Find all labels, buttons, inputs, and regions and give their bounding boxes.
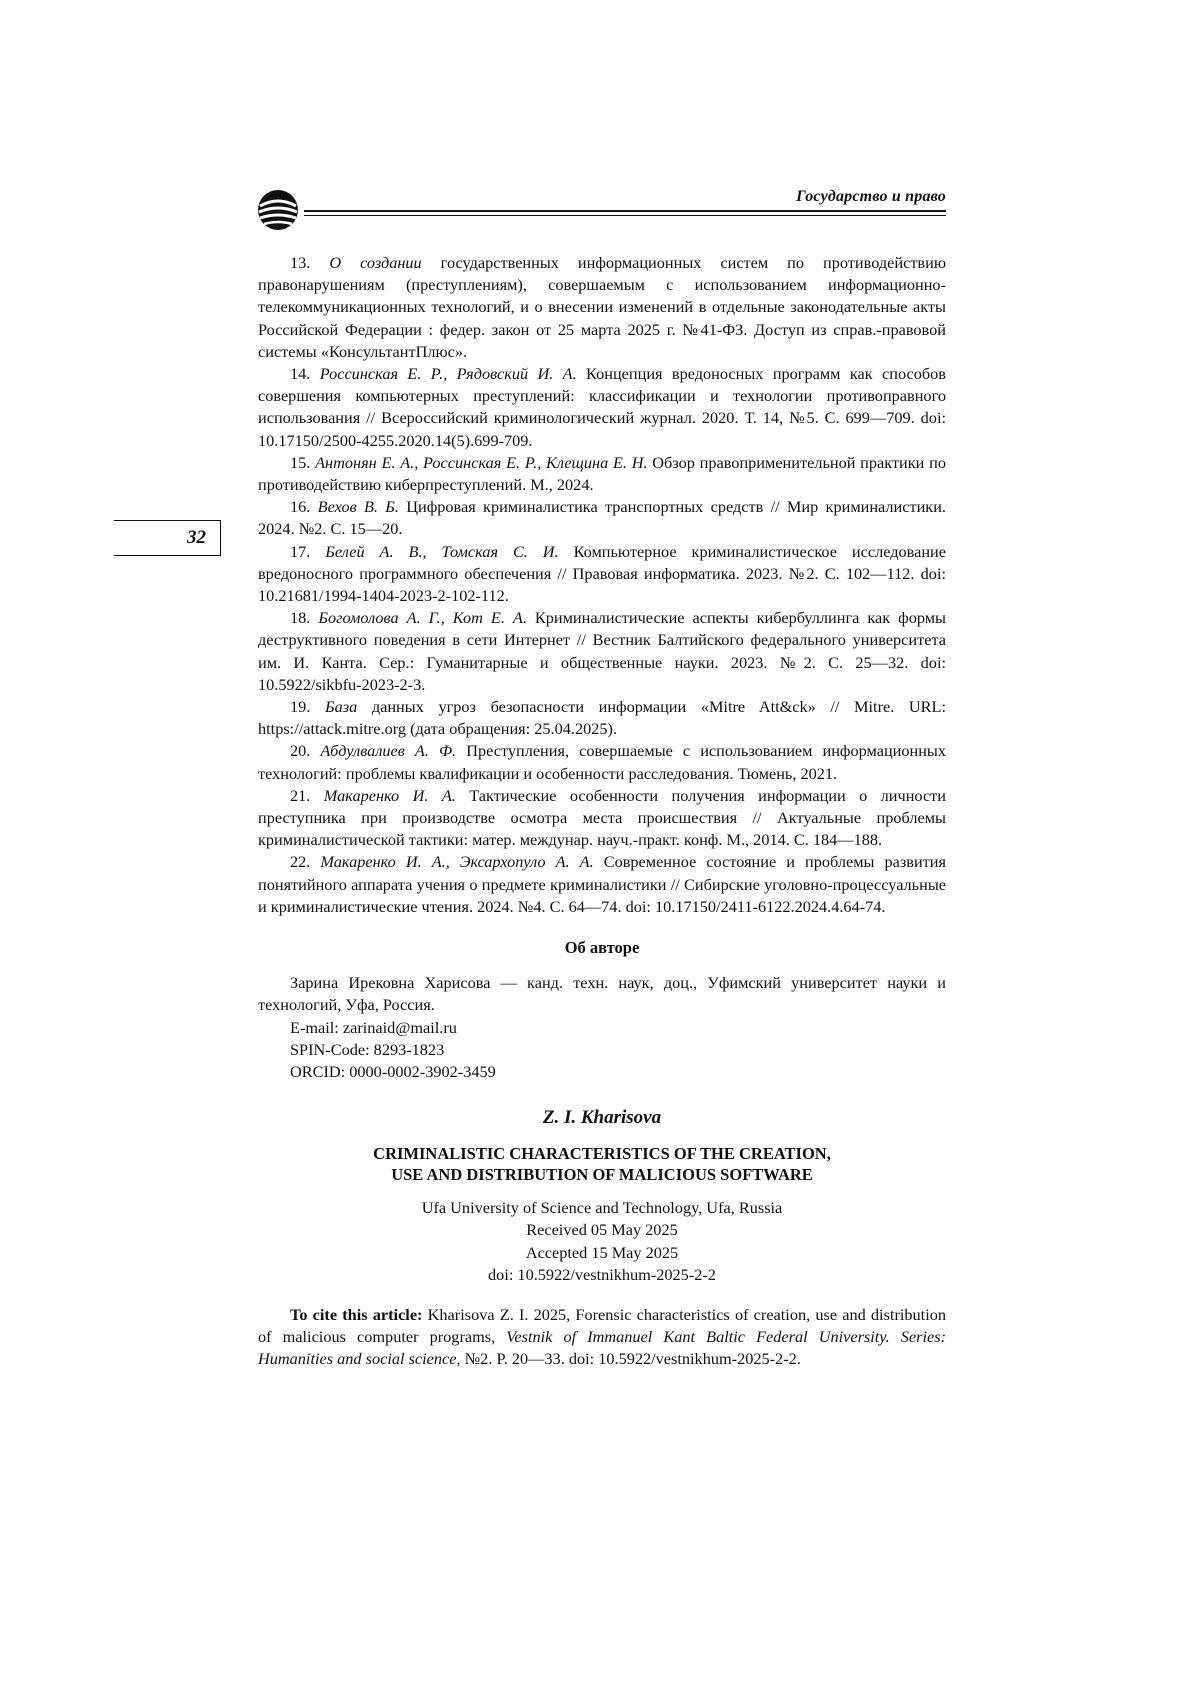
reference-item: 14. Россинская Е. Р., Рядовский И. А. Концепция вредоносных программ как способов совершения компьютерных преступлений: классификации и технологии противоправного использования // Всероссийский криминологический журнал. 2020. Т. 14, №5. С. 699—709. doi: 10.17150/2500-4255.2020.14(5).699-709. — [258, 364, 946, 450]
reference-item: 19. База данных угроз безопасности информации «Mitre Att&ck» // Mitre. URL: https://attack.mitre.org (дата обращения: 25.04.2025). — [258, 697, 946, 739]
article-doi: doi: 10.5922/vestnikhum-2025-2-2 — [488, 1264, 716, 1284]
reference-item: 20. Абдулвалиев А. Ф. Преступления, совершаемые с использованием информационных технологий: проблемы квалификации и особенности расследования. Тюмень, 2021. — [258, 741, 947, 783]
english-author: Z. I. Kharisova — [542, 1107, 662, 1129]
english-title — [258, 1143, 946, 1185]
reference-item: 13. О создании государственных информационных систем по противодействию правонарушениям (преступлениям), совершаемым с использованием информационно-телекоммуникационных технологий, и о внесении изменений в отдельные законодательные акты Российской Федерации : федер. закон от 25 марта 2025 г. №41-ФЗ. Доступ из справ.-правовой системы «КонсультантПлюс». — [258, 253, 946, 361]
journal-logo-icon — [256, 188, 300, 232]
header-rule — [304, 210, 946, 212]
reference-item: 21. Макаренко И. А. Тактические особенности получения информации о личности преступника при производстве осмотра места происшествия // Актуальные проблемы криминалистической тактики: матер. междунар. науч.-практ. конф. М., 2014. С. 184—188. — [258, 785, 947, 850]
page-number-box — [114, 520, 221, 556]
reference-authors: Макаренко И. А., Эксархопуло А. А. — [320, 852, 594, 872]
author-email: E-mail: zarinaid@mail.ru — [290, 1017, 457, 1037]
affiliation: Ufa University of Science and Technology, Ufa, Russia — [421, 1198, 783, 1218]
reference-authors: Белей А. В., Томская С. И. — [325, 541, 559, 561]
english-title-line: CRIMINALISTIC CHARACTERISTICS OF THE CREATION, — [373, 1144, 831, 1164]
reference-authors: Макаренко И. А. — [323, 785, 456, 805]
received-date: Received 05 May 2025 — [526, 1220, 678, 1240]
accepted-date: Accepted 15 May 2025 — [525, 1242, 679, 1262]
reference-authors: База — [324, 697, 358, 717]
citation-journal: Vestnik of Immanuel Kant Baltic Federal University. Series: Humanities and social science — [258, 1327, 946, 1369]
reference-item: 15. Антонян Е. А., Россинская Е. Р., Клещина Е. Н. Обзор правоприменительной практики по противодействию киберпреступлений. М., 2024. — [258, 452, 946, 495]
author-orcid: ORCID: 0000-0002-3902-3459 — [290, 1061, 496, 1081]
reference-authors: Абдулвалиев А. Ф. — [320, 741, 457, 761]
english-title-line: USE AND DISTRIBUTION OF MALICIOUS SOFTWARE — [391, 1165, 813, 1185]
page-number: 32 — [187, 527, 206, 548]
reference-authors: Вехов В. Б. — [317, 497, 399, 517]
reference-authors: Богомолова А. Г., Кот Е. А. — [318, 608, 527, 628]
reference-list — [258, 252, 946, 918]
page-content — [258, 252, 946, 1387]
journal-section-title: Государство и право — [796, 188, 946, 205]
about-author-heading: Об авторе — [564, 938, 640, 958]
citation-label: To cite this article: — [290, 1304, 423, 1324]
reference-authors: Антонян Е. А., Россинская Е. Р., Клещина Е. Н. — [315, 452, 648, 472]
header-rule-thin — [304, 215, 946, 216]
reference-item: 22. Макаренко И. А., Эксархопуло А. А. Современное состояние и проблемы развития понятийного аппарата учения о предмете криминалистики // Сибирские уголовно-процессуальные и криминалистические чтения. 2024. №4. С. 64—74. doi: 10.17150/2411-6122.2024.4.64-74. — [258, 852, 947, 916]
reference-item: 17. Белей А. В., Томская С. И. Компьютерное криминалистическое исследование вредоносного программного обеспечения // Правовая информатика. 2023. №2. С. 102—112. doi: 10.21681/1994-1404-2023-2-102-112. — [258, 541, 946, 606]
reference-authors: Россинская Е. Р., Рядовский И. А. — [319, 364, 577, 384]
citation-paragraph: To cite this article: Kharisova Z. I. 2025, Forensic characteristics of creation, use and distribution of malicious computer programs, Vestnik of Immanuel Kant Baltic Federal University. Series: Humanities and social science, №2. P. 20—33. doi: 10.5922/vestnikhum-2025-2-2. — [258, 1304, 946, 1369]
reference-authors: О создании — [329, 253, 422, 272]
author-spin: SPIN-Code: 8293-1823 — [290, 1039, 445, 1059]
reference-item: 18. Богомолова А. Г., Кот Е. А. Криминалистические аспекты кибербуллинга как формы деструктивного поведения в сети Интернет // Вестник Балтийского федерального университета им. И. Канта. Сер.: Гуманитарные и общественные науки. 2023. №2. С. 25—32. doi: 10.5922/sikbfu-2023-2-3. — [258, 608, 946, 694]
reference-item: 16. Вехов В. Б. Цифровая криминалистика транспортных средств // Мир криминалистики. 2024. №2. С. 15—20. — [258, 497, 946, 539]
article-meta — [258, 1197, 946, 1286]
author-bio: Зарина Ирековна Харисова — канд. техн. наук, доц., Уфимский университет науки и технологий, Уфа, Россия. — [258, 973, 946, 1015]
